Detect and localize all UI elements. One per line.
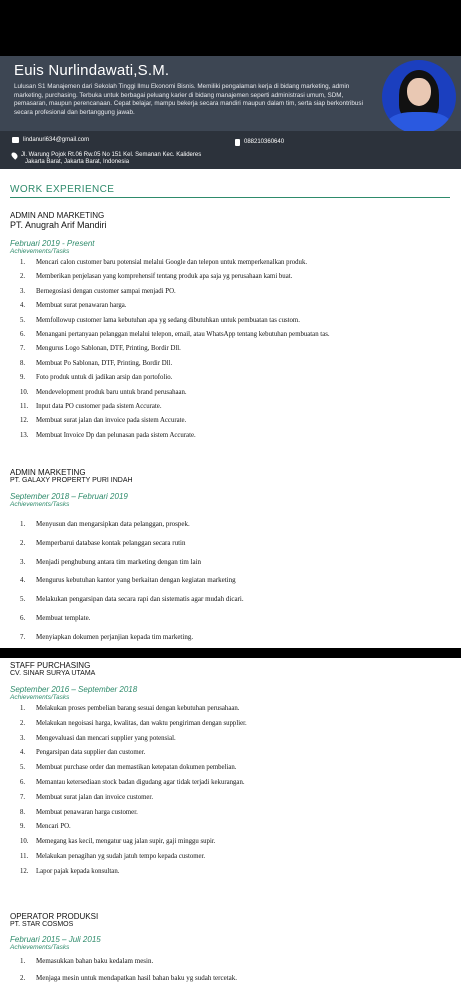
task-number: 6. bbox=[20, 778, 26, 786]
task-number: 4. bbox=[20, 749, 26, 757]
job-company: CV. SINAR SURYA UTAMA bbox=[10, 670, 96, 677]
task-item bbox=[10, 342, 450, 356]
task-item bbox=[10, 702, 450, 717]
task-number: 3. bbox=[20, 287, 26, 295]
tasks-label: Achievements/Tasks bbox=[10, 694, 70, 701]
task-list bbox=[10, 515, 450, 647]
task-number: 5. bbox=[20, 316, 26, 324]
location-pin-icon bbox=[10, 151, 18, 159]
job-role: ADMIN MARKETING bbox=[10, 468, 86, 477]
resume-header bbox=[0, 56, 461, 169]
task-text: Membuat penawaran harga customer. bbox=[36, 808, 138, 816]
task-text: Mencari calon customer baru potensial melalui Google dan telepon untuk memperkenalkan produk. bbox=[36, 259, 308, 266]
job-role: STAFF PURCHASING bbox=[10, 661, 91, 670]
task-item bbox=[10, 806, 450, 821]
task-text: Lapor pajak kepada konsultan. bbox=[36, 867, 120, 875]
task-number: 12. bbox=[20, 867, 29, 875]
task-number: 4. bbox=[20, 576, 26, 585]
task-list bbox=[10, 256, 450, 443]
task-number: 4. bbox=[20, 302, 26, 310]
task-item bbox=[10, 628, 450, 647]
email-text[interactable]: lindanuri634@gmail.com bbox=[23, 137, 90, 143]
job-company: PT. GALAXY PROPERTY PURI INDAH bbox=[10, 477, 133, 484]
task-number: 1. bbox=[20, 705, 26, 712]
task-text: Membuat Invoice Dp dan pelunasan pada sistem Accurate. bbox=[36, 431, 196, 439]
job-entry bbox=[10, 912, 450, 987]
tasks-label: Achievements/Tasks bbox=[10, 248, 70, 255]
task-number: 5. bbox=[20, 595, 26, 604]
task-item bbox=[10, 820, 450, 835]
task-number: 10. bbox=[20, 388, 29, 396]
task-number: 8. bbox=[20, 808, 26, 816]
address-row bbox=[12, 152, 201, 166]
task-item bbox=[10, 534, 450, 553]
task-item bbox=[10, 746, 450, 761]
task-number: 2. bbox=[20, 273, 26, 281]
job-entry bbox=[10, 211, 450, 443]
task-text: Menyusun dan mengarsipkan data pelanggan, prospek. bbox=[36, 520, 190, 528]
task-number: 12. bbox=[20, 417, 29, 425]
task-number: 7. bbox=[20, 345, 26, 353]
task-text: Memegang kas kecil, mengatur uag jalan supir, gaji minggu supir. bbox=[36, 838, 216, 846]
task-text: Memberikan penjelasan yang komprehensif tentang produk apa saja yg perusahaan kami buat. bbox=[36, 273, 293, 281]
task-text: Memfollowup customer lama kebutuhan apa yg sedang dibutuhkan untuk pembuatan tas custom. bbox=[36, 316, 300, 324]
task-text: Membuat Po Sablonan, DTF, Printing, Bordir Dll. bbox=[36, 359, 173, 367]
phone-icon bbox=[235, 139, 240, 146]
task-item bbox=[10, 328, 450, 342]
task-text: Menangani pertanyaan pelanggan melalui telepon, email, atau WhatsApp tentang kebutuhan pembuatan tas. bbox=[36, 331, 330, 339]
contact-bar bbox=[0, 131, 461, 169]
task-item bbox=[10, 717, 450, 732]
task-number: 6. bbox=[20, 613, 26, 622]
task-item bbox=[10, 761, 450, 776]
task-text: Membuat template. bbox=[36, 613, 91, 622]
task-item bbox=[10, 553, 450, 572]
profile-summary: Lulusan S1 Manajemen dari Sekolah Tinggi Ilmu Ekonomi Bisnis. Memiliki pengalaman kerja di bidang marketing, admin marketing, purchasing. Terbuka untuk berbagai peluang karier di bidang manajemen seperti administrasi umum, SDM, pemasaran, maupun perencanaan. Cepat belajar, mampu bekerja secara mandiri maupun dalam tim, serta siap berkontribusi secara profesional dan bertanggung jawab. bbox=[14, 83, 363, 116]
task-text: Melakukan proses pembelian barang sesuai dengan kebutuhan perusahaan. bbox=[36, 705, 240, 712]
phone-text[interactable]: 088210360640 bbox=[244, 139, 285, 145]
resume-page bbox=[0, 56, 461, 1000]
task-text: Input data PO customer pada sistem Accurate. bbox=[36, 403, 162, 411]
job-role: ADMIN AND MARKETING bbox=[10, 211, 105, 220]
task-text: Mendevelopment produk baru untuk brand perusahaan. bbox=[36, 388, 187, 396]
job-date: Februari 2019 - Present bbox=[10, 239, 95, 248]
job-role: OPERATOR PRODUKSI bbox=[10, 912, 99, 921]
task-number: 7. bbox=[20, 632, 26, 641]
task-text: Bernegosiasi dengan customer sampai menjadi PO. bbox=[36, 287, 176, 295]
task-text: Melakukan pengarsipan data secara rapi dan sistematis agar mudah dicari. bbox=[36, 595, 244, 604]
task-item bbox=[10, 357, 450, 371]
task-number: 9. bbox=[20, 823, 26, 831]
envelope-icon bbox=[12, 137, 19, 143]
task-item bbox=[10, 400, 450, 414]
task-number: 10. bbox=[20, 838, 29, 846]
task-number: 9. bbox=[20, 374, 26, 382]
task-item bbox=[10, 314, 450, 328]
task-item bbox=[10, 776, 450, 791]
task-item bbox=[10, 386, 450, 400]
task-text: Menjaga mesin untuk mendapatkan hasil bahan baku yg sudah tercetak. bbox=[36, 974, 237, 982]
task-item bbox=[10, 850, 450, 865]
task-item bbox=[10, 299, 450, 313]
task-text: Membuat purchase order dan memastikan ketepatan dokumen pembelian. bbox=[36, 764, 237, 772]
task-text: Melakukan penagihan yg sudah jatuh tempo kepada customer. bbox=[36, 852, 206, 860]
task-item bbox=[10, 285, 450, 299]
task-text: Mengurus kebutuhan kantor yang berkaitan dengan kegiatan marketing bbox=[36, 576, 236, 585]
job-date: September 2016 – September 2018 bbox=[10, 685, 138, 694]
task-item bbox=[10, 590, 450, 609]
task-text: Melakukan negoisasi harga, kwalitas, dan waktu pengiriman dengan supplier. bbox=[36, 719, 247, 727]
task-text: Menyiapkan dokumen perjanjian kepada tim marketing. bbox=[36, 632, 194, 641]
task-text: Mencari PO. bbox=[36, 823, 71, 831]
task-item bbox=[10, 835, 450, 850]
task-item bbox=[10, 414, 450, 428]
task-item bbox=[10, 732, 450, 747]
task-number: 11. bbox=[20, 852, 29, 860]
task-number: 2. bbox=[20, 974, 26, 982]
task-item bbox=[10, 256, 450, 270]
task-number: 2. bbox=[20, 719, 26, 727]
task-text: Mengevaluasi dan mencari supplier yang potensial. bbox=[36, 734, 176, 742]
section-divider bbox=[10, 197, 450, 198]
task-number: 2. bbox=[20, 538, 26, 547]
task-number: 1. bbox=[20, 259, 26, 266]
task-list bbox=[10, 702, 450, 880]
tasks-label: Achievements/Tasks bbox=[10, 944, 70, 951]
task-text: Membuat surat jalan dan invoice customer. bbox=[36, 793, 154, 801]
task-item bbox=[10, 270, 450, 284]
task-text: Memantau ketersediaan stock badan digudang agar tidak terjadi kekurangan. bbox=[36, 778, 245, 786]
task-item bbox=[10, 791, 450, 806]
job-company: PT. STAR COSMOS bbox=[10, 921, 74, 928]
task-number: 8. bbox=[20, 359, 26, 367]
task-list bbox=[10, 953, 450, 987]
task-number: 1. bbox=[20, 957, 26, 965]
candidate-name: Euis Nurlindawati,S.M. bbox=[14, 62, 170, 79]
task-item bbox=[10, 371, 450, 385]
job-entry bbox=[10, 468, 450, 647]
phone-row bbox=[235, 139, 284, 146]
email-row bbox=[12, 137, 89, 143]
task-text: Memperbarui database kontak pelanggan secara rutin bbox=[36, 538, 186, 547]
address-line-1: Jl. Warung Pojok Rt.06 Rw.05 No 151 Kel. Semanan Kec. Kalideres bbox=[21, 152, 202, 158]
tasks-label: Achievements/Tasks bbox=[10, 501, 70, 508]
task-number: 3. bbox=[20, 734, 26, 742]
task-number: 7. bbox=[20, 793, 26, 801]
task-text: Membuat surat jalan dan invoice pada sistem Accurate. bbox=[36, 417, 187, 425]
task-number: 5. bbox=[20, 764, 26, 772]
task-item bbox=[10, 970, 450, 987]
task-text: Menjadi penghubung antara tim marketing dengan tim lain bbox=[36, 557, 202, 566]
section-title: WORK EXPERIENCE bbox=[10, 184, 115, 195]
task-number: 6. bbox=[20, 331, 26, 339]
task-item bbox=[10, 865, 450, 880]
task-text: Mengurus Logo Sablonan, DTF, Printing, Bordir Dll. bbox=[36, 345, 181, 353]
task-item bbox=[10, 515, 450, 534]
task-text: Memasukkan bahan baku kedalam mesin. bbox=[36, 957, 154, 965]
task-text: Membuat surat penawaran harga. bbox=[36, 302, 127, 310]
task-number: 11. bbox=[20, 403, 29, 411]
job-date: September 2018 – Februari 2019 bbox=[10, 492, 128, 501]
job-date: Februari 2015 – Juli 2015 bbox=[10, 935, 101, 944]
profile-photo bbox=[382, 60, 456, 134]
task-text: Foto produk untuk di jadikan arsip dan portofolio. bbox=[36, 374, 173, 382]
address-line-2: Jakarta Barat, Jakarta Barat, Indonesia bbox=[25, 159, 130, 165]
task-item bbox=[10, 609, 450, 628]
task-item bbox=[10, 953, 450, 970]
task-number: 3. bbox=[20, 557, 26, 566]
task-number: 1. bbox=[20, 520, 26, 528]
page-break bbox=[0, 648, 461, 658]
job-entry bbox=[10, 661, 450, 880]
task-number: 13. bbox=[20, 431, 29, 439]
task-item bbox=[10, 571, 450, 590]
task-text: Pengarsipan data supplier dan customer. bbox=[36, 749, 146, 757]
task-item bbox=[10, 429, 450, 443]
job-company: PT. Anugrah Arif Mandiri bbox=[10, 220, 107, 230]
